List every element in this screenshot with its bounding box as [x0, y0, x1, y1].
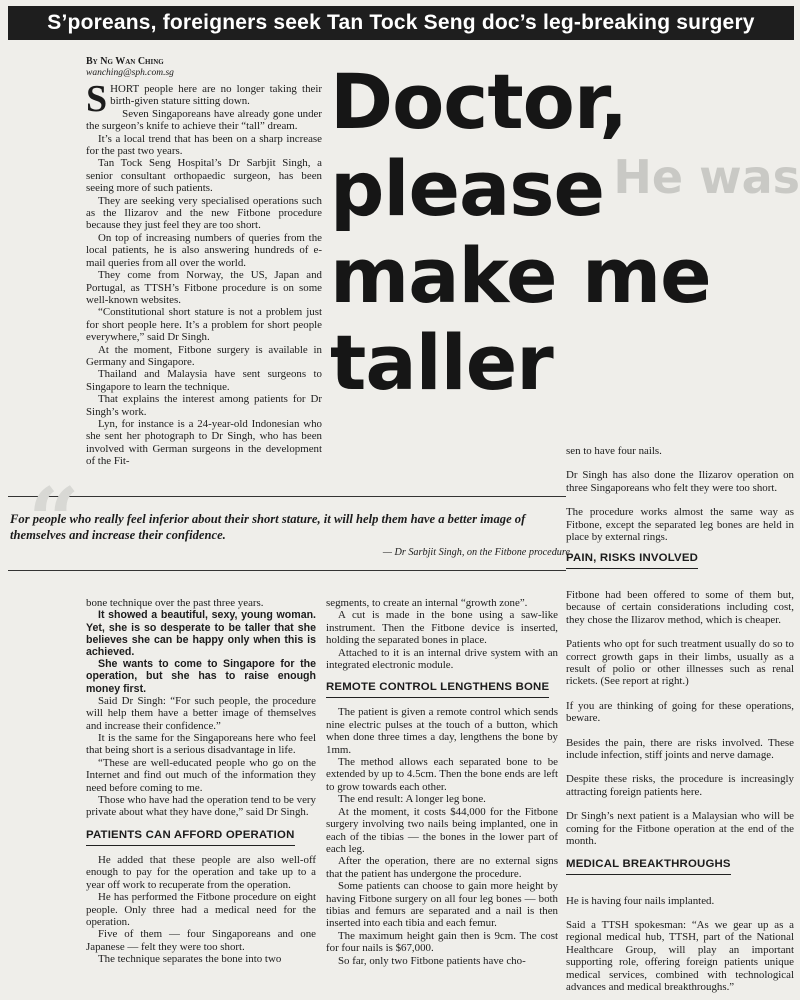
paragraph: Besides the pain, there are risks involved. These include infection, stiff joints and nerve damage.: [566, 736, 794, 762]
paragraph: They come from Norway, the US, Japan and Portugal, as TTSH’s Fitbone procedure is on some well-known websites.: [86, 269, 322, 306]
drop-cap: S: [86, 78, 108, 120]
paragraph: Lyn, for instance is a 24-year-old Indonesian who she sent her photograph to Dr Singh, who has been involved with German surgeons in the development of the Fit-: [86, 417, 322, 468]
paragraph: bone technique over the past three years.: [86, 597, 264, 609]
paragraph: Dr Singh’s next patient is a Malaysian who will be coming for the Fitbone operation at the end of the month.: [566, 810, 794, 848]
quote-rule-bottom: [8, 570, 566, 571]
quote-mark-icon: “: [28, 468, 80, 574]
paragraph: sen to have four nails.: [566, 445, 662, 457]
paragraph: It’s a local trend that has been on a sharp increase for the past two years.: [86, 132, 322, 158]
byline: By Ng Wan Ching: [86, 56, 164, 67]
subhead-pain-risks: PAIN, RISKS INVOLVED: [566, 552, 698, 569]
lead-paragraph: SHORT people here are no longer taking their birth-given stature sitting down.: [86, 78, 322, 120]
article-column-2: [326, 597, 558, 967]
adjacent-article-ghost: He was: [613, 150, 800, 204]
pull-quote-attribution: — Dr Sarbjit Singh, on the Fitbone procedure: [382, 547, 570, 558]
paragraph: He added that these people are also well-off enough to pay for the operation and take up to a year off work to recuperate from the operation.: [86, 853, 316, 891]
section-banner: S’poreans, foreigners seek Tan Tock Seng doc’s leg-breaking surgery: [8, 6, 794, 40]
highlight-paragraph: It showed a beautiful, sexy, young woman. Yet, she is so desperate to be taller that she believes she can be happy only when this is achieved.: [86, 609, 316, 659]
subhead-remote-control: REMOTE CONTROL LENGTHENS BONE: [326, 681, 549, 698]
paragraph: At the moment, it costs $44,000 for the Fitbone surgery involving two nails being implanted, one in each of the tibias — the bones in the lower part of each leg.: [326, 805, 558, 855]
paragraph: Some patients can choose to gain more height by having Fitbone surgery on all four leg bones — both tibias and femurs are separated and a nail is then inserted into each tibia and each femur.: [326, 880, 558, 930]
paragraph: A cut is made in the bone using a saw-like instrument. Then the Fitbone device is inserted, holding the separated bones in place.: [326, 609, 558, 647]
article-column-3-top: [566, 445, 794, 543]
article-column-1-bottom: [86, 597, 316, 966]
paragraph: If you are thinking of going for these operations, beware.: [566, 699, 794, 725]
headline-line-2: please: [330, 144, 605, 233]
paragraph: Seven Singaporeans have already gone under the surgeon’s knife to achieve their “tall” dream.: [86, 107, 322, 133]
paragraph: At the moment, Fitbone surgery is available in Germany and Singapore.: [86, 343, 322, 368]
headline-line-3: make me: [330, 231, 711, 320]
paragraph: Patients who opt for such treatment usually do so to correct growth gaps in their limbs, usually as a result of polio or other illnesses such as renal rickets. (See report at right.): [566, 638, 794, 688]
paragraph: Dr Singh has also done the Ilizarov operation on three Singaporeans who felt they were too short.: [566, 469, 794, 494]
quote-rule-top: [8, 496, 566, 497]
paragraph: He has performed the Fitbone procedure on eight people. Only three had a medical need for the operation.: [86, 891, 316, 928]
headline: [330, 58, 800, 406]
pull-quote: For people who really feel inferior about their short stature, it will help them have a better image of themselves and increase their confidence.: [10, 512, 526, 542]
paragraph: Those who have had the operation tend to be very private about what they have done,” said Dr Singh.: [86, 794, 316, 819]
paragraph: Said Dr Singh: “For such people, the procedure will help them have a better image of themselves and increase their confidence.”: [86, 694, 316, 732]
paragraph: The end result: A longer leg bone.: [338, 793, 486, 806]
paragraph: It is the same for the Singaporeans here who feel that being short is a serious disadvantage in life.: [86, 732, 316, 757]
headline-line-4: taller: [330, 318, 553, 407]
paragraph: After the operation, there are no external signs that the patient has undergone the procedure.: [326, 855, 558, 880]
highlight-paragraph: She wants to come to Singapore for the operation, but she has to raise enough money first.: [86, 658, 316, 695]
paragraph: The technique separates the bone into two: [98, 953, 282, 966]
paragraph: Thailand and Malaysia have sent surgeons to Singapore to learn the technique.: [86, 368, 322, 393]
paragraph: Five of them — four Singaporeans and one Japanese — felt they were too short.: [86, 928, 316, 953]
paragraph: That explains the interest among patients for Dr Singh’s work.: [86, 393, 322, 418]
paragraph: Tan Tock Seng Hospital’s Dr Sarbjit Singh, a senior consultant orthopaedic surgeon, has been seeing more of such patients.: [86, 157, 322, 195]
paragraph: On top of increasing numbers of queries from the local patients, he is also answering hundreds of e-mail queries from all over the world.: [86, 231, 322, 269]
paragraph: The method allows each separated bone to be extended by up to 4.5cm. Then the bone ends are left to grow towards each other.: [326, 756, 558, 793]
article-column-3-bottom: [566, 552, 794, 993]
author-email: wanching@sph.com.sg: [86, 68, 174, 78]
paragraph: He is having four nails implanted.: [566, 894, 715, 907]
headline-line-1: Doctor,: [330, 57, 628, 146]
paragraph: segments, to create an internal “growth zone”.: [326, 597, 528, 609]
paragraph: They are seeking very specialised operations such as the Ilizarov and the new Fitbone procedure because they just feel they are too short.: [86, 194, 322, 232]
paragraph: The procedure works almost the same way as Fitbone, except the separated leg bones are held in place by external rings.: [566, 506, 794, 544]
paragraph: Despite these risks, the procedure is increasingly attracting foreign patients here.: [566, 773, 794, 798]
paragraph: Said a TTSH spokesman: “As we gear up as a regional medical hub, TTSH, part of the National Healthcare Group, will play an important supporting role, offering foreign patients unique medical services, combined with technological advances and medical breakthroughs.”: [566, 918, 794, 993]
subhead-medical-breakthroughs: MEDICAL BREAKTHROUGHS: [566, 858, 731, 875]
paragraph: “Constitutional short stature is not a problem just for short people here. It’s a problem for short people everywhere,” said Dr Singh.: [86, 306, 322, 344]
article-column-1: [86, 56, 322, 468]
paragraph: Attached to it is an internal drive system with an integrated electronic module.: [326, 646, 558, 672]
paragraph: Fitbone had been offered to some of them but, because of certain considerations including cost, they chose the Ilizarov method, which is cheaper.: [566, 589, 794, 626]
paragraph: The patient is given a remote control which sends nine electric pulses at the touch of a button, which when done three times a day, lengthens the bone by 1mm.: [326, 706, 558, 756]
subhead-afford: PATIENTS CAN AFFORD OPERATION: [86, 829, 295, 846]
paragraph: “These are well-educated people who go on the Internet and find out much of the information they need before coming to me.: [86, 756, 316, 794]
paragraph: The maximum height gain then is 9cm. The cost for four nails is $67,000.: [326, 929, 558, 955]
paragraph: So far, only two Fitbone patients have cho-: [338, 954, 526, 967]
